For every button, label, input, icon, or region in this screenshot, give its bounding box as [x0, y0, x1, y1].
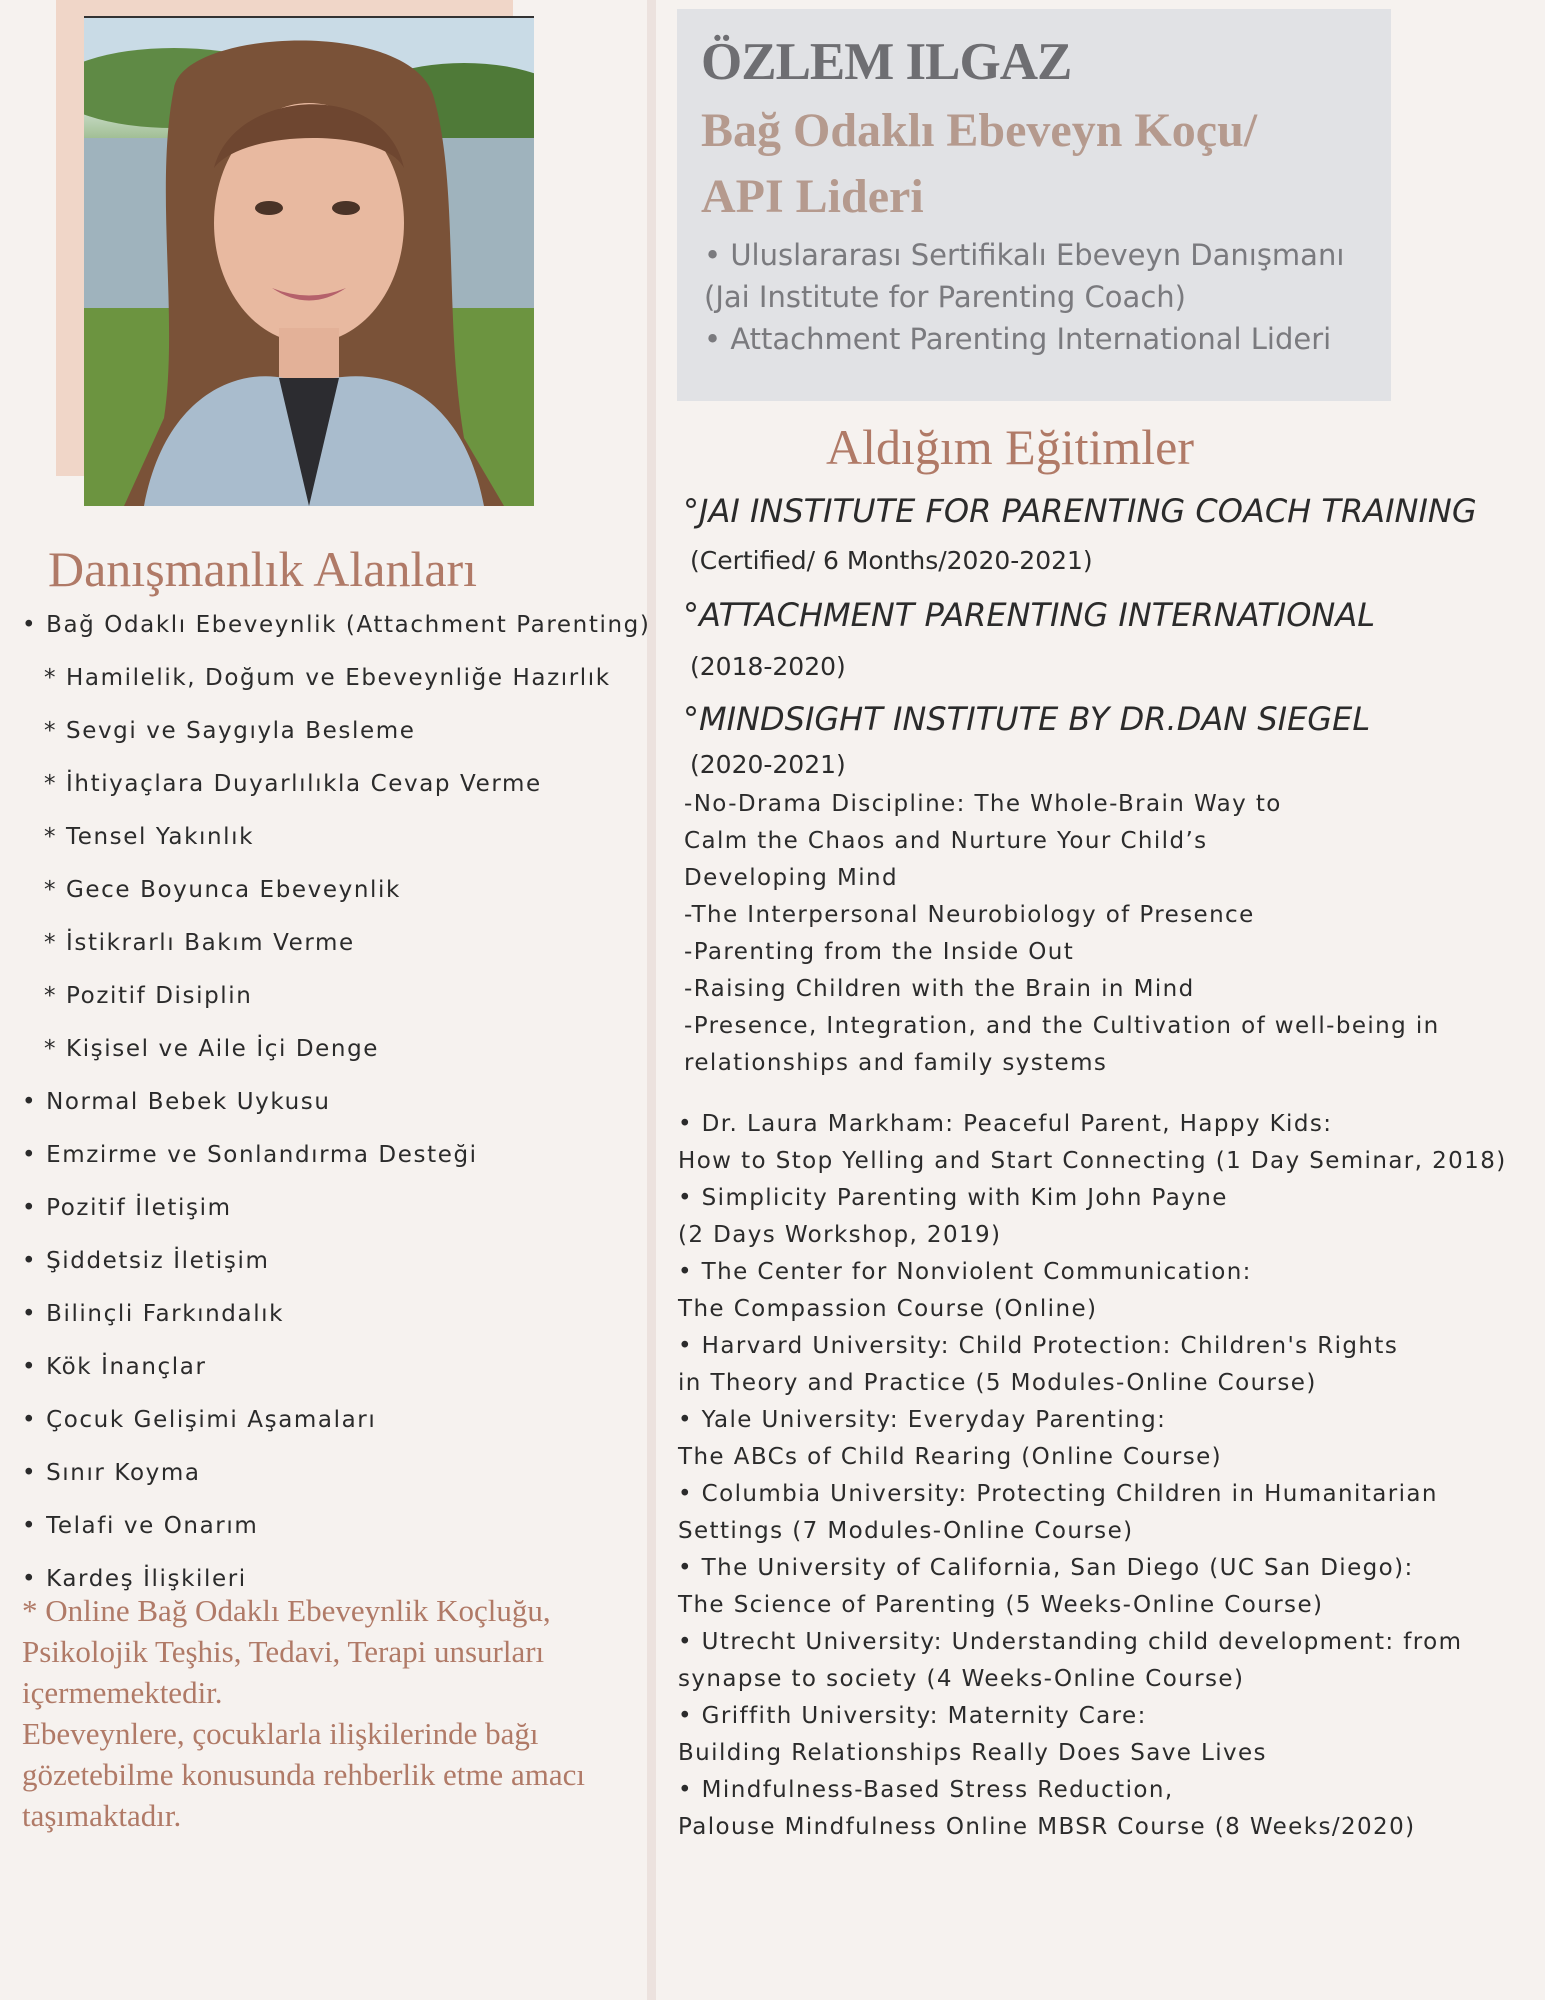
- mindsight-course-line: -Presence, Integration, and the Cultivation of well-being in: [684, 1013, 1440, 1039]
- consulting-item: • Kardeş İlişkileri: [22, 1566, 247, 1592]
- course-line: • Dr. Laura Markham: Peaceful Parent, Happy Kids:: [678, 1111, 1333, 1137]
- consulting-item: • Bilinçli Farkındalık: [22, 1301, 285, 1327]
- course-line: synapse to society (4 Weeks-Online Course): [678, 1666, 1245, 1692]
- program-title: °JAI INSTITUTE FOR PARENTING COACH TRAINING: [683, 492, 1477, 530]
- mindsight-course-line: -Raising Children with the Brain in Mind: [684, 976, 1195, 1002]
- role-line: API Lideri: [701, 170, 924, 223]
- disclaimer-text: * Online Bağ Odaklı Ebeveynlik Koçluğu, Psikolojik Teşhis, Tedavi, Terapi unsurları içermemektedir.: [22, 1593, 551, 1710]
- mindsight-course-line: -Parenting from the Inside Out: [684, 939, 1075, 965]
- course-line: Building Relationships Really Does Save Lives: [678, 1740, 1267, 1766]
- course-line: The Compassion Course (Online): [678, 1296, 1098, 1322]
- program-detail: (2018-2020): [690, 652, 846, 681]
- course-line: • The University of California, San Diego (UC San Diego):: [678, 1555, 1414, 1581]
- consulting-subitem: * Pozitif Disiplin: [44, 983, 253, 1009]
- mindsight-course-line: Developing Mind: [684, 865, 898, 891]
- consulting-item: • Telafi ve Onarım: [22, 1513, 259, 1539]
- consulting-subitem: * Kişisel ve Aile İçi Denge: [44, 1036, 380, 1062]
- mindsight-course-line: relationships and family systems: [684, 1050, 1108, 1076]
- course-line: • Simplicity Parenting with Kim John Payne: [678, 1185, 1228, 1211]
- purpose-text: Ebeveynlere, çocuklarla ilişkilerinde bağı gözetebilme konusunda rehberlik etme amacı taşımaktadır.: [22, 1716, 585, 1833]
- course-line: • The Center for Nonviolent Communication:: [678, 1259, 1252, 1285]
- credential-item: (Jai Institute for Parenting Coach): [704, 280, 1186, 314]
- person-role: [701, 98, 1341, 230]
- course-line: The ABCs of Child Rearing (Online Course): [678, 1444, 1223, 1470]
- course-line: • Mindfulness-Based Stress Reduction,: [678, 1777, 1174, 1803]
- course-line: (2 Days Workshop, 2019): [678, 1222, 1002, 1248]
- course-line: • Columbia University: Protecting Children in Humanitarian: [678, 1481, 1438, 1507]
- education-title: Aldığım Eğitimler: [826, 419, 1195, 475]
- consulting-item: • Pozitif İletişim: [22, 1195, 232, 1221]
- course-line: • Griffith University: Maternity Care:: [678, 1703, 1147, 1729]
- course-line: Palouse Mindfulness Online MBSR Course (8 Weeks/2020): [678, 1814, 1416, 1840]
- consulting-subitem: * Tensel Yakınlık: [44, 824, 255, 850]
- consulting-subitem: * İhtiyaçlara Duyarlılıkla Cevap Verme: [44, 771, 542, 797]
- person-name: ÖZLEM ILGAZ: [701, 33, 1072, 91]
- mindsight-course-line: -No-Drama Discipline: The Whole-Brain Way to: [684, 791, 1282, 817]
- disclaimer-note: [22, 1590, 632, 1836]
- consulting-item: • Şiddetsiz İletişim: [22, 1248, 270, 1274]
- course-line: Settings (7 Modules-Online Course): [678, 1518, 1134, 1544]
- consulting-item: • Bağ Odaklı Ebeveynlik (Attachment Parenting): [22, 612, 651, 638]
- course-line: • Utrecht University: Understanding child development: from: [678, 1629, 1463, 1655]
- credentials-list: [704, 234, 1344, 360]
- course-line: in Theory and Practice (5 Modules-Online Course): [678, 1370, 1317, 1396]
- consulting-subitem: * Sevgi ve Saygıyla Besleme: [44, 718, 416, 744]
- consulting-item: • Sınır Koyma: [22, 1460, 201, 1486]
- course-line: How to Stop Yelling and Start Connecting (1 Day Seminar, 2018): [678, 1148, 1507, 1174]
- course-line: • Yale University: Everyday Parenting:: [678, 1407, 1167, 1433]
- program-detail: (Certified/ 6 Months/2020-2021): [690, 546, 1093, 575]
- program-detail: (2020-2021): [690, 750, 846, 779]
- other-courses-list: [678, 1106, 1507, 1846]
- program-title: °MINDSIGHT INSTITUTE BY DR.DAN SIEGEL: [683, 700, 1371, 738]
- profile-photo: [84, 18, 534, 506]
- consulting-subitem: * Gece Boyunca Ebeveynlik: [44, 877, 401, 903]
- consulting-title: Danışmanlık Alanları: [48, 541, 478, 597]
- program-title: °ATTACHMENT PARENTING INTERNATIONAL: [683, 596, 1376, 634]
- credential-item: • Attachment Parenting International Lideri: [704, 322, 1332, 356]
- mindsight-courses-list: [684, 786, 1440, 1082]
- consulting-item: • Çocuk Gelişimi Aşamaları: [22, 1407, 377, 1433]
- consulting-item: • Kök İnançlar: [22, 1354, 207, 1380]
- consulting-subitem: * Hamilelik, Doğum ve Ebeveynliğe Hazırlık: [44, 665, 611, 691]
- course-line: • Harvard University: Child Protection: Children's Rights: [678, 1333, 1399, 1359]
- mindsight-course-line: -The Interpersonal Neurobiology of Presence: [684, 902, 1255, 928]
- credential-item: • Uluslararası Sertifikalı Ebeveyn Danışmanı: [704, 238, 1345, 272]
- role-line: Bağ Odaklı Ebeveyn Koçu/: [701, 104, 1258, 157]
- consulting-areas-list: [22, 600, 650, 1607]
- course-line: The Science of Parenting (5 Weeks-Online Course): [678, 1592, 1324, 1618]
- consulting-item: • Normal Bebek Uykusu: [22, 1089, 331, 1115]
- consulting-subitem: * İstikrarlı Bakım Verme: [44, 930, 355, 956]
- mindsight-course-line: Calm the Chaos and Nurture Your Child’s: [684, 828, 1208, 854]
- consulting-item: • Emzirme ve Sonlandırma Desteği: [22, 1142, 478, 1168]
